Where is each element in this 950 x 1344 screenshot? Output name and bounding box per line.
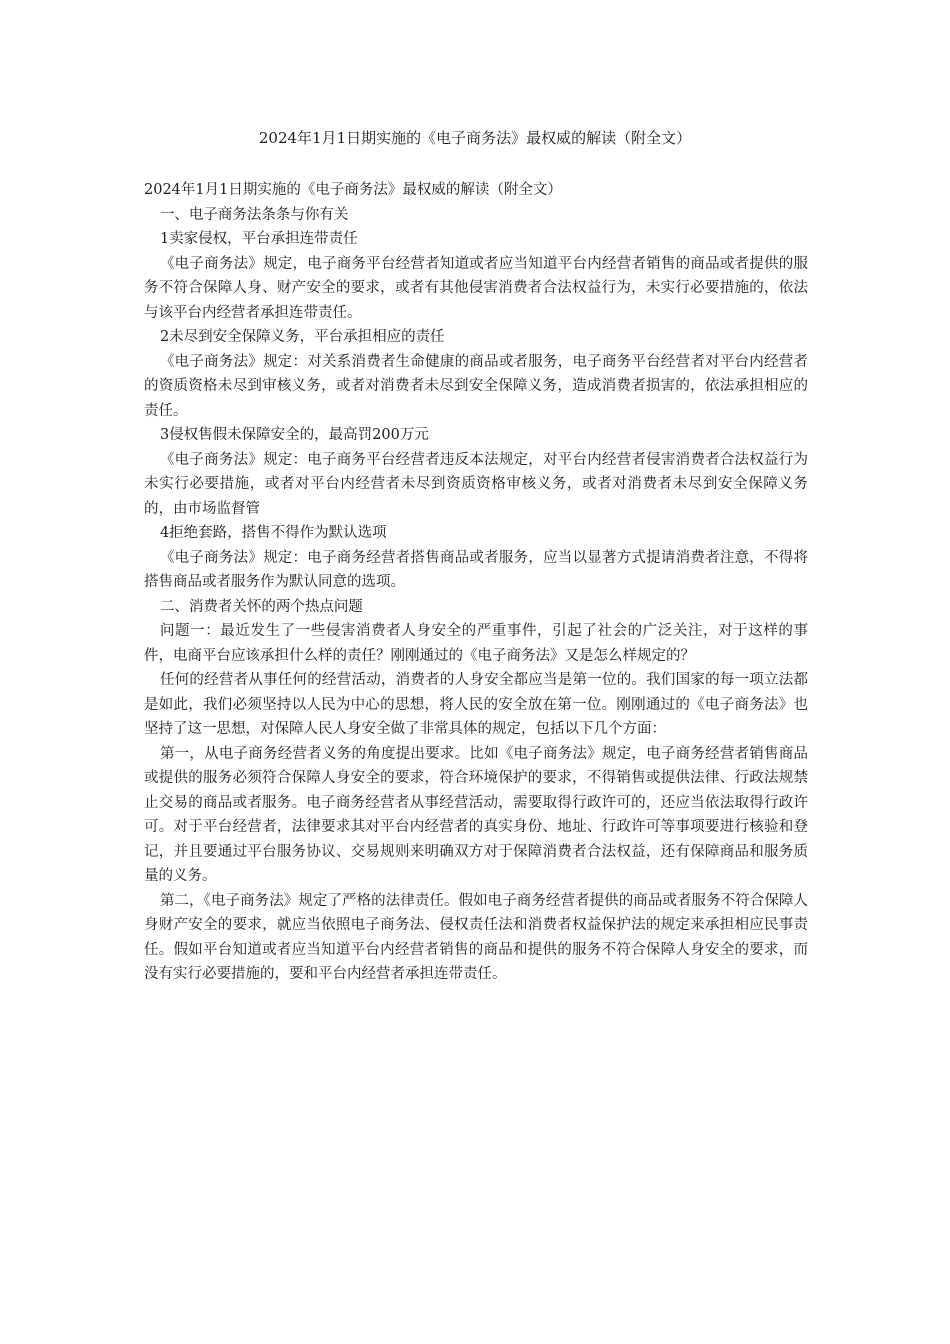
body-heading: 2024年1月1日期实施的《电子商务法》最权威的解读（附全文） bbox=[144, 182, 562, 198]
paragraph: 第一，从电子商务经营者义务的角度提出要求。比如《电子商务法》规定，电子商务经营者销售商品或提供的服务必须符合保障人身安全的要求，符合环境保护的要求，不得销售或提供法律、行政法规禁止交易的商品或者服务。电子商务经营者从事经营活动，需要取得行政许可的，还应当依法取得行政许可。对于平台经营者，法律要求其对平台内经营者的真实身份、地址、行政许可等事项要进行核验和登记，并且要通过平台服务协议、交易规则来明确双方对于保障消费者合法权益，还有保障商品和服务质量的义务。 bbox=[144, 745, 808, 884]
paragraph: 第二，《电子商务法》规定了严格的法律责任。假如电子商务经营者提供的商品或者服务不符合保障人身财产安全的要求，就应当依照电子商务法、侵权责任法和消费者权益保护法的规定来承担相应民事责任。假如平台知道或者应当知道平台内经营者销售的商品和提供的服务不符合保障人身安全的要求，而没有实行必要措施的，要和平台内经营者承担连带责任。 bbox=[144, 892, 808, 982]
subheading-3: 3侵权售假未保障安全的，最高罚200万元 bbox=[159, 427, 429, 443]
paragraph: 任何的经营者从事任何的经营活动，消费者的人身安全都应当是第一位的。我们国家的每一项立法都是如此，我们必须坚持以人民为中心的思想，将人民的安全放在第一位。刚刚通过的《电子商务法》也坚持了这一思想，对保障人民人身安全做了非常具体的规定，包括以下几个方面： bbox=[144, 672, 808, 737]
subheading-4: 4拒绝套路，搭售不得作为默认选项 bbox=[159, 525, 387, 541]
section-heading-1: 一、电子商务法条条与你有关 bbox=[159, 206, 349, 223]
document-body bbox=[144, 178, 808, 987]
section-heading-2: 二、消费者关怀的两个热点问题 bbox=[159, 598, 363, 615]
paragraph: 《电子商务法》规定：电子商务经营者搭售商品或者服务，应当以显著方式提请消费者注意，不得将搭售商品或者服务作为默认同意的选项。 bbox=[144, 549, 808, 590]
paragraph: 《电子商务法》规定：对关系消费者生命健康的商品或者服务，电子商务平台经营者对平台内经营者的资质资格未尽到审核义务，或者对消费者未尽到安全保障义务，造成消费者损害的，依法承担相应的责任。 bbox=[144, 353, 808, 419]
paragraph: 问题一：最近发生了一些侵害消费者人身安全的严重事件，引起了社会的广泛关注，对于这样的事件，电商平台应该承担什么样的责任？刚刚通过的《电子商务法》又是怎么样规定的？ bbox=[144, 623, 808, 664]
subheading-1: 1卖家侵权，平台承担连带责任 bbox=[159, 231, 358, 247]
paragraph: 《电子商务法》规定，电子商务平台经营者知道或者应当知道平台内经营者销售的商品或者提供的服务不符合保障人身、财产安全的要求，或者有其他侵害消费者合法权益行为，未实行必要措施的，依法与该平台内经营者承担连带责任。 bbox=[144, 255, 808, 321]
subheading-2: 2未尽到安全保障义务，平台承担相应的责任 bbox=[159, 329, 445, 345]
page-title: 2024年1月1日期实施的《电子商务法》最权威的解读（附全文） bbox=[258, 129, 692, 147]
paragraph: 《电子商务法》规定：电子商务平台经营者违反本法规定，对平台内经营者侵害消费者合法权益行为未实行必要措施，或者对平台内经营者未尽到资质资格审核义务，或者对消费者未尽到安全保障义务的，由市场监督管 bbox=[144, 451, 808, 517]
